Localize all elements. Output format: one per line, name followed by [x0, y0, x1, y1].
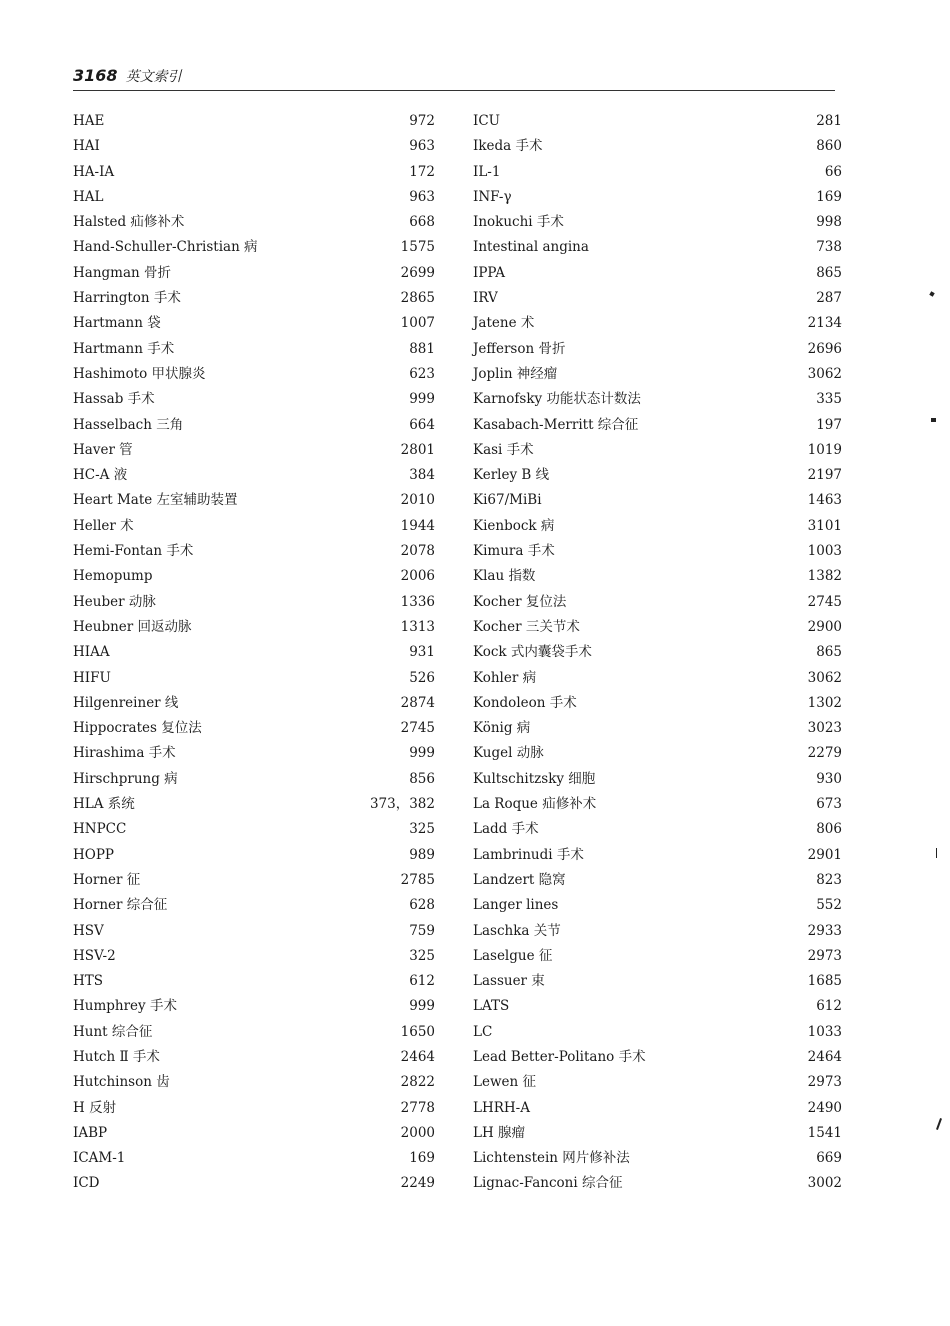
- index-term: HSV: [73, 922, 104, 939]
- index-term: La Roque 疝修补术: [473, 796, 597, 813]
- page-reference: 3002: [807, 1175, 842, 1192]
- index-term: HAL: [73, 188, 104, 205]
- index-term: Jatene 术: [473, 315, 535, 332]
- right-index-entry: [473, 542, 842, 567]
- left-index-entry: [73, 466, 435, 491]
- scan-speck: [929, 291, 934, 296]
- page-reference: 281: [816, 113, 842, 129]
- scan-speck: [936, 848, 937, 858]
- left-index-entry: [73, 314, 435, 339]
- page-reference: 2464: [400, 1048, 435, 1065]
- left-index-entry: [73, 416, 435, 441]
- page-reference: 325: [409, 821, 435, 838]
- index-term: HOPP: [73, 846, 115, 863]
- page-reference: 197: [816, 416, 842, 433]
- right-index-entry: [473, 390, 842, 415]
- index-term: Heubner 回返动脉: [73, 618, 192, 635]
- page-reference: 2699: [400, 264, 435, 281]
- left-index-entry: [73, 1099, 435, 1124]
- right-index-entry: [473, 188, 842, 213]
- page-reference: 865: [816, 264, 842, 281]
- index-term: HC-A 液: [73, 467, 128, 484]
- page-reference: 3101: [807, 517, 842, 534]
- page-reference: 999: [409, 745, 435, 762]
- page-reference: 384: [409, 467, 435, 484]
- page-reference: 1382: [807, 568, 842, 585]
- page-reference: 2279: [807, 745, 842, 762]
- index-term: Ikeda 手术: [473, 138, 543, 155]
- index-term: Ladd 手术: [473, 821, 539, 838]
- page-reference: 628: [409, 897, 435, 914]
- left-index-entry: [73, 567, 435, 592]
- index-term: Lead Better-Politano 手术: [473, 1048, 646, 1065]
- right-index-entry: [473, 314, 842, 339]
- left-index-entry: [73, 947, 435, 972]
- index-term: Intestinal angina: [473, 239, 589, 256]
- index-term: Kienbock 病: [473, 517, 555, 534]
- right-index-entry: [473, 365, 842, 390]
- page-reference: 612: [816, 998, 842, 1015]
- right-index-entry: [473, 466, 842, 491]
- page-reference: 823: [816, 871, 842, 888]
- index-term: Hunt 综合征: [73, 1023, 153, 1040]
- right-index-entry: [473, 567, 842, 592]
- index-term: Jefferson 骨折: [473, 340, 566, 357]
- index-term: IABP: [73, 1124, 108, 1141]
- index-term: HA-IA: [73, 163, 115, 180]
- index-term: LATS: [473, 998, 510, 1015]
- index-term: Kimura 手术: [473, 543, 555, 560]
- page-reference: 1685: [807, 973, 842, 990]
- page-reference: 2822: [400, 1074, 435, 1091]
- right-index-entry: [473, 719, 842, 744]
- index-term: Heller 术: [73, 517, 134, 534]
- right-index-entry: [473, 593, 842, 618]
- left-index-entry: [73, 1023, 435, 1048]
- right-index-entry: [473, 795, 842, 820]
- left-index-entry: [73, 213, 435, 238]
- left-index-entry: [73, 795, 435, 820]
- index-term: Lignac-Fanconi 综合征: [473, 1175, 623, 1192]
- left-index-entry: [73, 365, 435, 390]
- left-index-entry: [73, 972, 435, 997]
- index-term: Kugel 动脉: [473, 745, 544, 762]
- index-term: Harrington 手术: [73, 290, 181, 307]
- index-term: Heart Mate 左室辅助装置: [73, 492, 238, 509]
- left-index-entry: [73, 643, 435, 668]
- left-index-entry: [73, 846, 435, 871]
- index-term: ICU: [473, 113, 501, 129]
- index-term: LHRH-A: [473, 1099, 530, 1116]
- index-term: Heuber 动脉: [73, 593, 156, 610]
- page-reference: 972: [409, 113, 435, 129]
- right-index-entry: [473, 213, 842, 238]
- left-index-entry: [73, 997, 435, 1022]
- right-index-entry: [473, 441, 842, 466]
- page-reference: 2900: [807, 618, 842, 635]
- page-reference: 989: [409, 846, 435, 863]
- page-reference: 2745: [400, 720, 435, 737]
- left-index-entry: [73, 744, 435, 769]
- index-term: Langer lines: [473, 897, 559, 914]
- page-reference: 673: [816, 796, 842, 813]
- page-reference: 2134: [807, 315, 842, 332]
- index-term: Hilgenreiner 线: [73, 694, 179, 711]
- left-index-entry: [73, 1073, 435, 1098]
- page-reference: 1302: [807, 694, 842, 711]
- page-reference: 999: [409, 998, 435, 1015]
- left-index-entry: [73, 264, 435, 289]
- index-term: Kasi 手术: [473, 441, 534, 458]
- page-reference: 2078: [400, 543, 435, 560]
- page-reference: 856: [409, 770, 435, 787]
- index-term: LC: [473, 1023, 493, 1040]
- index-term: HSV-2: [73, 947, 116, 964]
- right-index-entry: [473, 340, 842, 365]
- page-reference: 2973: [807, 1074, 842, 1091]
- page-reference: 1541: [807, 1124, 842, 1141]
- page-reference: 66: [824, 163, 842, 180]
- page-reference: 2874: [400, 694, 435, 711]
- left-index-entry: [73, 719, 435, 744]
- page-reference: 865: [816, 644, 842, 661]
- right-index-entry: [473, 1099, 842, 1124]
- page-reference: 2801: [400, 441, 435, 458]
- left-index-entry: [73, 618, 435, 643]
- left-index-entry: [73, 441, 435, 466]
- page-reference: 669: [816, 1150, 842, 1167]
- page-reference: 2785: [400, 871, 435, 888]
- page-reference: 2000: [400, 1124, 435, 1141]
- index-term: Hutch Ⅱ 手术: [73, 1048, 160, 1065]
- right-index-entry: [473, 846, 842, 871]
- page-reference: 1575: [400, 239, 435, 256]
- right-index-entry: [473, 1073, 842, 1098]
- page-reference: 1007: [400, 315, 435, 332]
- page-reference: 2464: [807, 1048, 842, 1065]
- index-term: Hashimoto 甲状腺炎: [73, 365, 206, 382]
- index-term: IPPA: [473, 264, 506, 281]
- index-term: Humphrey 手术: [73, 998, 177, 1015]
- index-term: Inokuchi 手术: [473, 214, 564, 231]
- right-index-entry: [473, 643, 842, 668]
- right-index-entry: [473, 1048, 842, 1073]
- right-index-entry: [473, 1124, 842, 1149]
- page-reference: 668: [409, 214, 435, 231]
- index-term: Lambrinudi 手术: [473, 846, 584, 863]
- right-index-entry: [473, 669, 842, 694]
- right-index-entry: [473, 1174, 842, 1199]
- page-reference: 325: [409, 947, 435, 964]
- page-reference: 287: [816, 290, 842, 307]
- index-term: Hassab 手术: [73, 391, 155, 408]
- index-term: Haver 管: [73, 441, 133, 458]
- page-reference: 999: [409, 391, 435, 408]
- index-term: Lichtenstein 网片修补法: [473, 1150, 630, 1167]
- page-reference: 963: [409, 138, 435, 155]
- index-term: Landzert 隐窝: [473, 871, 566, 888]
- scan-speck: [931, 418, 936, 422]
- page-reference: 526: [409, 669, 435, 686]
- right-index-entry: [473, 896, 842, 921]
- right-index-entry: [473, 820, 842, 845]
- index-term: Horner 综合征: [73, 897, 168, 914]
- page-reference: 623: [409, 365, 435, 382]
- index-term: Karnofsky 功能状态计数法: [473, 391, 641, 408]
- right-index-entry: [473, 744, 842, 769]
- page-reference: 3023: [807, 720, 842, 737]
- page-reference: 2006: [400, 568, 435, 585]
- page-reference: 860: [816, 138, 842, 155]
- page-reference: 2973: [807, 947, 842, 964]
- left-index-entry: [73, 188, 435, 213]
- index-term: Horner 征: [73, 871, 141, 888]
- left-index-entry: [73, 491, 435, 516]
- page-reference: 963: [409, 188, 435, 205]
- right-index-entry: [473, 972, 842, 997]
- left-index-entry: [73, 871, 435, 896]
- page-header: [73, 66, 833, 90]
- right-index-entry: [473, 694, 842, 719]
- right-index-entry: [473, 997, 842, 1022]
- page-reference: 1650: [400, 1023, 435, 1040]
- page-reference: 664: [409, 416, 435, 433]
- right-index-entry: [473, 947, 842, 972]
- index-term: Hartmann 袋: [73, 315, 161, 332]
- page-reference: 930: [816, 770, 842, 787]
- index-term: Kasabach-Merritt 综合征: [473, 416, 639, 433]
- right-index-entry: [473, 416, 842, 441]
- scan-speck: [936, 1118, 942, 1130]
- right-index-entry: [473, 1149, 842, 1174]
- page-reference: 881: [409, 340, 435, 357]
- left-index-entry: [73, 390, 435, 415]
- index-term: Kocher 复位法: [473, 593, 567, 610]
- index-term: Hasselbach 三角: [73, 416, 184, 433]
- index-term: HIFU: [73, 669, 111, 686]
- index-term: Hirashima 手术: [73, 745, 176, 762]
- page-reference: 2865: [400, 290, 435, 307]
- index-term: LH 腺瘤: [473, 1124, 526, 1141]
- page-reference: 2696: [807, 340, 842, 357]
- page-reference: 172: [409, 163, 435, 180]
- left-index-entry: [73, 289, 435, 314]
- index-term: Kock 式内囊袋手术: [473, 644, 592, 661]
- left-index-entry: [73, 517, 435, 542]
- page-reference: 759: [409, 922, 435, 939]
- right-index-entry: [473, 289, 842, 314]
- page-reference: 169: [409, 1150, 435, 1167]
- index-term: HLA 系统: [73, 796, 135, 813]
- index-term: Hutchinson 齿: [73, 1074, 170, 1091]
- page-reference: 2490: [807, 1099, 842, 1116]
- left-index-entry: [73, 1149, 435, 1174]
- page-reference: 612: [409, 973, 435, 990]
- left-index-entry: [73, 694, 435, 719]
- page-reference: 1463: [807, 492, 842, 509]
- index-term: Kohler 病: [473, 669, 537, 686]
- index-term: Hemopump: [73, 568, 153, 585]
- left-index-entry: [73, 137, 435, 162]
- right-index-entry: [473, 517, 842, 542]
- page-reference: 1944: [400, 517, 435, 534]
- page-reference: 2197: [807, 467, 842, 484]
- page-reference: 2249: [400, 1175, 435, 1192]
- right-index-entry: [473, 112, 842, 137]
- right-index-entry: [473, 264, 842, 289]
- right-index-entry: [473, 137, 842, 162]
- index-term: Hippocrates 复位法: [73, 720, 202, 737]
- left-index-entry: [73, 922, 435, 947]
- index-term: HNPCC: [73, 821, 127, 838]
- header-rule: [73, 90, 835, 91]
- left-index-entry: [73, 340, 435, 365]
- index-term: Lewen 征: [473, 1074, 536, 1091]
- index-term: Kondoleon 手术: [473, 694, 577, 711]
- index-term: HAE: [73, 113, 105, 129]
- page-reference: 2745: [807, 593, 842, 610]
- right-index-entry: [473, 770, 842, 795]
- index-term: Laschka 关节: [473, 922, 561, 939]
- left-index-entry: [73, 896, 435, 921]
- index-term: Joplin 神经瘤: [473, 365, 558, 382]
- index-term: ICAM-1: [73, 1150, 126, 1167]
- left-index-entry: [73, 1174, 435, 1199]
- right-index-entry: [473, 618, 842, 643]
- right-index-entry: [473, 922, 842, 947]
- page-reference: 931: [409, 644, 435, 661]
- page-reference: 1336: [400, 593, 435, 610]
- left-index-entry: [73, 112, 435, 137]
- page-reference: 3062: [807, 669, 842, 686]
- page-title: 英文索引: [125, 69, 182, 85]
- index-column-left: [73, 112, 435, 1200]
- page-reference: 1003: [807, 543, 842, 560]
- index-term: Lassuer 束: [473, 973, 545, 990]
- index-term: Klau 指数: [473, 568, 536, 585]
- left-index-entry: [73, 1048, 435, 1073]
- index-term: Hand-Schuller-Christian 病: [73, 239, 258, 256]
- index-term: Kerley B 线: [473, 467, 550, 484]
- index-term: INF-γ: [473, 188, 512, 205]
- page-reference: 169: [816, 188, 842, 205]
- page-reference: 335: [816, 391, 842, 408]
- left-index-entry: [73, 163, 435, 188]
- index-term: IRV: [473, 290, 498, 307]
- index-term: Ki67/MiBi: [473, 492, 542, 509]
- page-reference: 2933: [807, 922, 842, 939]
- page-reference: 3062: [807, 365, 842, 382]
- left-index-entry: [73, 770, 435, 795]
- page-reference: 1033: [807, 1023, 842, 1040]
- index-term: ICD: [73, 1175, 100, 1192]
- page-reference: 2901: [807, 846, 842, 863]
- left-index-entry: [73, 820, 435, 845]
- page-reference: 738: [816, 239, 842, 256]
- index-term: Laselgue 征: [473, 947, 553, 964]
- page-reference: 1019: [807, 441, 842, 458]
- right-index-entry: [473, 871, 842, 896]
- right-index-entry: [473, 1023, 842, 1048]
- index-term: Hangman 骨折: [73, 264, 171, 281]
- index-term: H 反射: [73, 1099, 117, 1116]
- index-term: Kultschitzsky 细胞: [473, 770, 596, 787]
- right-index-entry: [473, 163, 842, 188]
- right-index-entry: [473, 238, 842, 263]
- page-reference: 552: [816, 897, 842, 914]
- index-term: Hartmann 手术: [73, 340, 175, 357]
- page-reference: 1313: [400, 618, 435, 635]
- index-term: IL-1: [473, 163, 501, 180]
- index-column-right: [473, 112, 842, 1200]
- index-term: Hirschprung 病: [73, 770, 178, 787]
- page-reference: 2778: [400, 1099, 435, 1116]
- index-term: HIAA: [73, 644, 110, 661]
- index-term: Hemi-Fontan 手术: [73, 543, 194, 560]
- left-index-entry: [73, 669, 435, 694]
- index-term: Kocher 三关节术: [473, 618, 580, 635]
- right-index-entry: [473, 491, 842, 516]
- index-term: HTS: [73, 973, 104, 990]
- left-index-entry: [73, 238, 435, 263]
- index-term: Halsted 疝修补术: [73, 214, 185, 231]
- page-reference: 2010: [400, 492, 435, 509]
- page-reference: 998: [816, 214, 842, 231]
- page-number: 3168: [73, 66, 118, 85]
- page-reference: 373，382: [369, 796, 435, 813]
- index-term: König 病: [473, 720, 531, 737]
- page-reference: 806: [816, 821, 842, 838]
- index-term: HAI: [73, 138, 100, 155]
- left-index-entry: [73, 542, 435, 567]
- left-index-entry: [73, 593, 435, 618]
- left-index-entry: [73, 1124, 435, 1149]
